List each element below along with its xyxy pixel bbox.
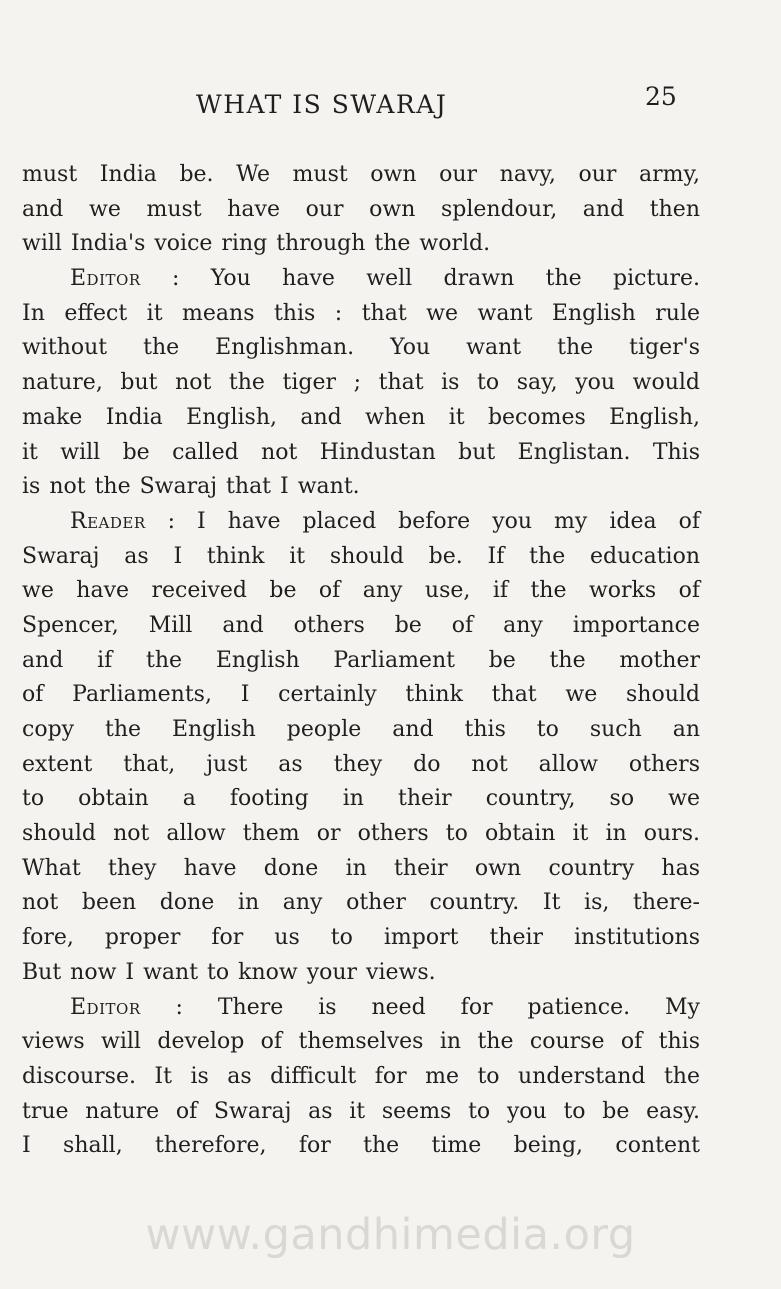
line-text: : I have placed before you my idea of xyxy=(167,508,700,534)
text-line xyxy=(22,817,700,852)
text-line xyxy=(22,158,700,193)
line-text: true nature of Swaraj as it seems to you to be easy. xyxy=(22,1098,700,1124)
text-line xyxy=(22,193,700,228)
text-line xyxy=(22,782,700,817)
text-line xyxy=(22,331,700,366)
line-text: But now I want to know your views. xyxy=(22,959,436,985)
text-line xyxy=(22,644,700,679)
line-text: and if the English Parliament be the mother xyxy=(22,647,700,673)
line-text: nature, but not the tiger ; that is to say, you would xyxy=(22,370,700,396)
text-line xyxy=(22,1129,700,1164)
text-line xyxy=(22,1095,700,1130)
text-line xyxy=(22,1060,700,1095)
text-line xyxy=(22,609,700,644)
speaker-name: Editor xyxy=(70,994,141,1020)
text-line xyxy=(22,297,700,332)
text-line xyxy=(22,227,700,262)
page-number: 25 xyxy=(645,82,677,111)
text-line xyxy=(22,748,700,783)
text-line xyxy=(22,574,700,609)
text-line xyxy=(22,1025,700,1060)
speaker-name: Reader xyxy=(70,508,146,534)
text-line xyxy=(22,401,700,436)
line-text: : There is need for patience. My xyxy=(175,994,700,1020)
line-text: fore, proper for us to import their institutions xyxy=(22,925,700,951)
line-text: make India English, and when it becomes English, xyxy=(22,404,700,430)
text-line xyxy=(22,921,700,956)
line-text: we have received be of any use, if the works of xyxy=(22,578,700,604)
line-text: to obtain a footing in their country, so we xyxy=(22,786,700,812)
text-line xyxy=(22,436,700,471)
text-line xyxy=(22,678,700,713)
line-text: copy the English people and this to such an xyxy=(22,717,700,742)
text-line xyxy=(22,886,700,921)
text-line xyxy=(22,713,700,748)
line-text: In effect it means this : that we want English rule xyxy=(22,300,700,326)
line-text: : You have well drawn the picture. xyxy=(171,266,700,292)
line-text: will India's voice ring through the world. xyxy=(22,231,491,257)
text-line xyxy=(22,470,700,505)
speaker-name: Editor xyxy=(70,266,141,292)
text-line xyxy=(22,366,700,401)
running-title: WHAT IS SWARAJ xyxy=(196,90,448,119)
body-text xyxy=(22,158,700,1164)
line-text: should not allow them or others to obtain it in ours. xyxy=(22,821,700,847)
line-text: What they have done in their own country has xyxy=(22,855,700,881)
line-text: and we must have our own splendour, and then xyxy=(22,196,700,222)
line-text: discourse. It is as difficult for me to understand the xyxy=(22,1063,700,1089)
text-line xyxy=(22,852,700,887)
line-text: it will be called not Hindustan but Englistan. This xyxy=(22,439,700,465)
line-text: Spencer, Mill and others be of any importance xyxy=(22,612,700,638)
text-line xyxy=(22,956,700,991)
line-text: must India be. We must own our navy, our army, xyxy=(22,162,700,187)
line-text: is not the Swaraj that I want. xyxy=(22,474,360,500)
text-line xyxy=(22,505,700,540)
line-text: extent that, just as they do not allow others xyxy=(22,751,700,777)
line-text: not been done in any other country. It is, there- xyxy=(22,890,700,916)
line-text: views will develop of themselves in the course of this xyxy=(22,1029,700,1055)
page-header xyxy=(0,80,781,120)
text-line xyxy=(22,991,700,1026)
line-text: I shall, therefore, for the time being, content xyxy=(22,1133,700,1159)
line-text: Swaraj as I think it should be. If the education xyxy=(22,543,700,569)
text-line xyxy=(22,262,700,297)
watermark: www.gandhimedia.org xyxy=(145,1210,636,1260)
text-line xyxy=(22,540,700,575)
line-text: of Parliaments, I certainly think that we should xyxy=(22,682,700,708)
line-text: without the Englishman. You want the tiger's xyxy=(22,335,700,361)
